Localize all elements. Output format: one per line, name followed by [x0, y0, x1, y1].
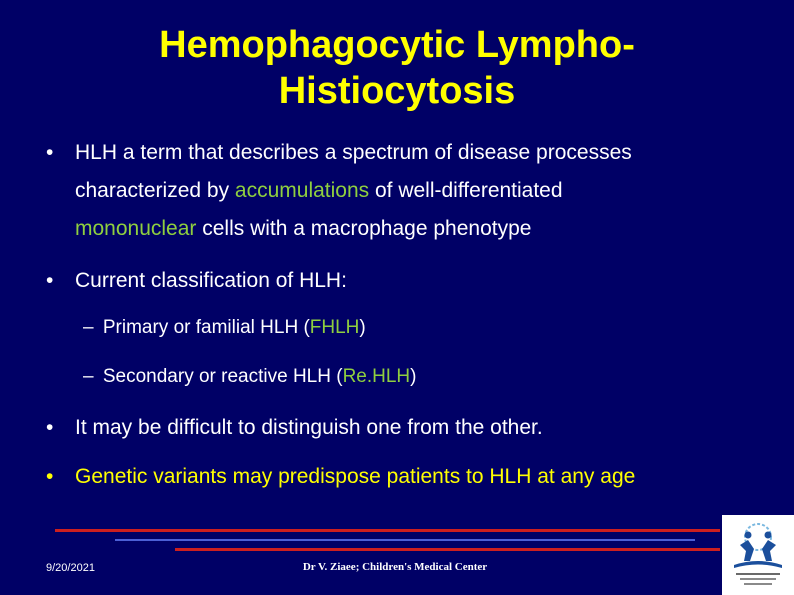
- bullet-dot: •: [46, 141, 54, 164]
- sub-bullet-1: [83, 318, 366, 337]
- bullet-dot: •: [46, 465, 54, 488]
- sub-bullet-2: [83, 367, 416, 386]
- bullet-dot: •: [46, 416, 54, 439]
- bullet-1-line-2-post: of well-differentiated: [369, 179, 563, 202]
- bullet-1-line-2-pre: characterized by: [75, 179, 235, 202]
- bullet-4: [46, 465, 636, 488]
- title-line-2: Histiocytosis: [278, 70, 516, 112]
- childrens-medical-center-logo-icon: [722, 515, 794, 595]
- highlight-rehlh: Re.HLH: [342, 366, 411, 387]
- footer-rule-red-2: [175, 548, 720, 551]
- highlight-fhlh: FHLH: [309, 317, 360, 338]
- bullet-4-text: Genetic variants may predispose patients to HLH at any age: [75, 465, 636, 488]
- bullet-3-text: It may be difficult to distinguish one from the other.: [75, 416, 543, 439]
- bullet-1-line-3: [75, 218, 632, 239]
- footer-rule-blue: [115, 539, 695, 541]
- sub-bullet-dash: –: [83, 317, 94, 338]
- sub-bullet-2-pre: Secondary or reactive HLH (: [102, 366, 343, 387]
- sub-bullet-1-pre: Primary or familial HLH (: [102, 317, 310, 338]
- footer-presenter: Dr V. Ziaee; Children's Medical Center: [302, 561, 488, 573]
- sub-bullet-1-post: ): [359, 317, 366, 338]
- bullet-3: [46, 416, 543, 439]
- sub-bullet-dash: –: [83, 366, 94, 387]
- footer-rule-red-1: [55, 529, 720, 532]
- sub-bullet-2-post: ): [410, 366, 417, 387]
- title-line-1: Hemophagocytic Lympho-: [159, 24, 635, 66]
- bullet-2: [46, 269, 347, 292]
- bullet-1: [46, 141, 632, 240]
- footer-date: 9/20/2021: [46, 562, 95, 574]
- bullet-1-line-2: [75, 180, 632, 201]
- bullet-2-text: Current classification of HLH:: [75, 269, 347, 292]
- slide-title: [0, 22, 794, 114]
- bullet-1-line-3-post: cells with a macrophage phenotype: [196, 217, 532, 240]
- bullet-dot: •: [46, 269, 54, 292]
- bullet-1-line-1: HLH a term that describes a spectrum of disease processes: [75, 141, 632, 164]
- highlight-mononuclear: mononuclear: [75, 217, 197, 240]
- highlight-accumulations: accumulations: [234, 179, 370, 202]
